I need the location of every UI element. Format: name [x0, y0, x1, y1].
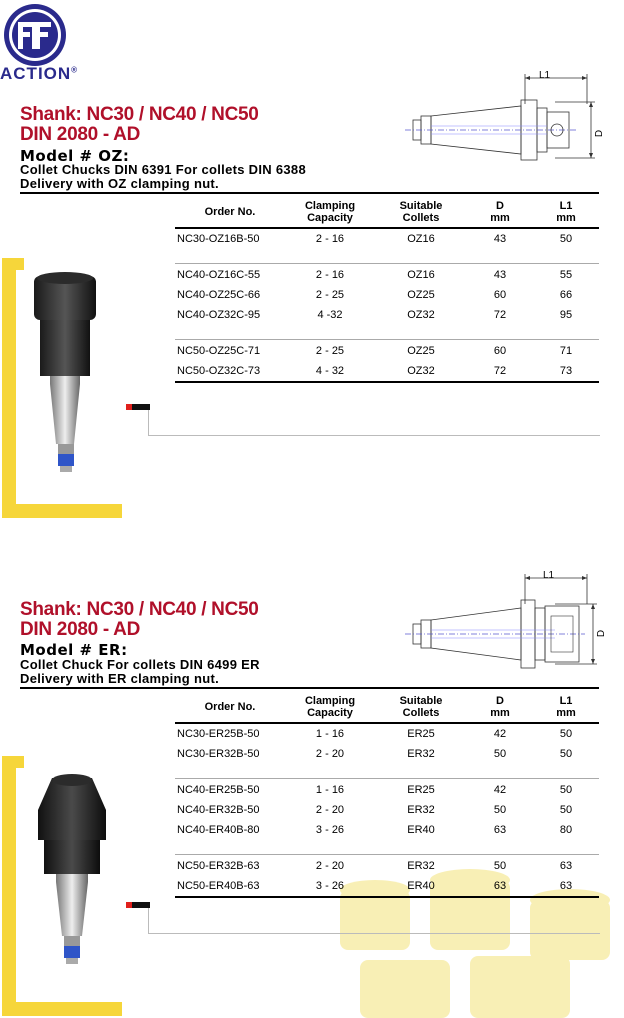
table-header-row	[175, 692, 599, 723]
clamping-capacity: 2 - 25	[315, 345, 345, 357]
suitable-collets: OZ32	[375, 361, 467, 382]
clamping-capacity: 3 - 26	[285, 876, 375, 897]
header-clamp-2: Capacity	[307, 212, 353, 224]
order-no: NC40-OZ16C-55	[177, 269, 261, 281]
logo-text: ACTION	[0, 64, 72, 83]
logo-wordmark	[0, 64, 78, 84]
header-l1-mm	[533, 692, 599, 723]
suitable-collets: ER32	[407, 860, 435, 872]
table-row	[175, 228, 599, 249]
table-row	[175, 744, 599, 764]
l1-mm: 80	[559, 824, 573, 836]
order-no: NC30-ER25B-50	[177, 728, 260, 740]
section1-model: Model # OZ:	[20, 147, 130, 165]
suitable-collets: OZ25	[407, 345, 435, 357]
suitable-collets: OZ16	[407, 269, 435, 281]
header-suitable-collets	[375, 692, 467, 723]
header-d-2: mm	[490, 707, 510, 719]
l1-mm: 50	[559, 728, 573, 740]
l1-mm: 50	[559, 784, 573, 796]
l1-mm: 73	[533, 361, 599, 382]
section1-desc-line1: Collet Chucks DIN 6391 For collets DIN 6388	[20, 162, 306, 177]
section1-leader-v	[148, 410, 149, 436]
l1-mm: 63	[533, 876, 599, 897]
clamping-capacity: 3 - 26	[315, 824, 345, 836]
section2-model: Model # ER:	[20, 641, 128, 659]
section1-product-photo	[28, 268, 112, 488]
section2-yellow-bracket-bottom	[2, 1002, 122, 1016]
l1-mm: 50	[559, 233, 573, 245]
d-mm: 50	[493, 748, 507, 760]
section2-title-line2: DIN 2080 - AD	[20, 619, 140, 640]
header-l1-mm	[533, 197, 599, 228]
section1-yellow-bracket-bottom	[2, 504, 122, 518]
d-mm: 42	[493, 784, 507, 796]
clamping-capacity: 2 - 20	[315, 860, 345, 872]
order-no: NC30-ER32B-50	[177, 748, 260, 760]
suitable-collets: ER40	[407, 824, 435, 836]
section2-title-rule	[20, 687, 599, 689]
header-d-mm	[467, 692, 533, 723]
header-clamping-capacity	[285, 197, 375, 228]
l1-mm: 50	[559, 804, 573, 816]
suitable-collets: ER32	[407, 748, 435, 760]
table-row	[175, 305, 599, 325]
section2-yellow-bracket-top	[2, 756, 24, 768]
section2-yellow-bracket	[2, 756, 16, 1014]
header-coll-2: Collets	[402, 212, 440, 224]
section1-title-line2: DIN 2080 - AD	[20, 124, 140, 145]
order-no: NC50-OZ32C-73	[175, 361, 285, 382]
section2-spec-table	[175, 692, 599, 898]
section2-desc-line1: Collet Chuck For collets DIN 6499 ER	[20, 657, 260, 672]
clamping-capacity: 1 - 16	[315, 784, 345, 796]
table-header-row	[175, 197, 599, 228]
section1-title-rule	[20, 192, 599, 194]
l1-mm: 71	[559, 345, 573, 357]
header-order-no: Order No.	[204, 701, 256, 713]
suitable-collets: OZ25	[407, 289, 435, 301]
header-coll-1: Suitable	[399, 695, 443, 707]
header-suitable-collets	[375, 197, 467, 228]
section2-title-line1: Shank: NC30 / NC40 / NC50	[20, 599, 259, 620]
order-no: NC40-OZ25C-66	[177, 289, 261, 301]
header-l1-2: mm	[556, 707, 576, 719]
header-l1-1: L1	[559, 695, 573, 707]
suitable-collets: ER40	[375, 876, 467, 897]
clamping-capacity: 2 - 25	[315, 289, 345, 301]
table-row	[175, 876, 599, 897]
clamping-capacity: 2 - 16	[315, 269, 345, 281]
order-no: NC50-OZ25C-71	[177, 345, 261, 357]
order-no: NC40-ER25B-50	[177, 784, 260, 796]
table-row	[175, 820, 599, 840]
order-no: NC40-ER40B-80	[177, 824, 260, 836]
l1-mm: 50	[559, 748, 573, 760]
table-row	[175, 285, 599, 305]
section1-title-line1: Shank: NC30 / NC40 / NC50	[20, 104, 259, 125]
table-row	[175, 265, 599, 285]
section2-leader-h	[148, 933, 600, 934]
d-mm: 43	[493, 233, 507, 245]
d-mm: 60	[493, 289, 507, 301]
l1-mm: 63	[559, 860, 573, 872]
header-clamping-capacity	[285, 692, 375, 723]
header-clamp-1: Clamping	[304, 695, 356, 707]
table-row	[175, 780, 599, 800]
section1-spec-table	[175, 197, 599, 383]
table-row	[175, 723, 599, 744]
header-coll-1: Suitable	[399, 200, 443, 212]
l1-mm: 95	[559, 309, 573, 321]
suitable-collets: ER32	[407, 804, 435, 816]
section2-technical-drawing	[405, 568, 615, 678]
table-row	[175, 361, 599, 382]
header-d-1: D	[496, 695, 504, 707]
registered-mark: ®	[71, 65, 79, 75]
d-mm: 72	[493, 309, 507, 321]
header-clamp-1: Clamping	[304, 200, 356, 212]
d-mm: 43	[493, 269, 507, 281]
clamping-capacity: 2 - 16	[315, 233, 345, 245]
clamping-capacity: 1 - 16	[315, 728, 345, 740]
d-mm: 72	[467, 361, 533, 382]
header-l1-2: mm	[556, 212, 576, 224]
section2-dim-l1: L1	[543, 570, 555, 581]
section2-desc-line2: Delivery with ER clamping nut.	[20, 671, 219, 686]
header-d-1: D	[496, 200, 504, 212]
table-row	[175, 800, 599, 820]
d-mm: 63	[493, 824, 507, 836]
d-mm: 50	[493, 860, 507, 872]
header-l1-1: L1	[559, 200, 573, 212]
clamping-capacity: 2 - 20	[315, 804, 345, 816]
suitable-collets: ER25	[407, 728, 435, 740]
section2-dim-d: D	[596, 629, 608, 638]
section2-product-photo	[30, 770, 120, 980]
section1-yellow-bracket	[2, 258, 16, 518]
d-mm: 50	[493, 804, 507, 816]
section1-leader-h	[148, 435, 600, 436]
header-clamp-2: Capacity	[307, 707, 353, 719]
table-row	[175, 856, 599, 876]
order-no: NC50-ER40B-63	[175, 876, 285, 897]
header-order-no: Order No.	[204, 206, 256, 218]
clamping-capacity: 4 - 32	[285, 361, 375, 382]
order-no: NC40-OZ32C-95	[177, 309, 261, 321]
l1-mm: 55	[559, 269, 573, 281]
header-coll-2: Collets	[402, 707, 440, 719]
header-d-mm	[467, 197, 533, 228]
order-no: NC50-ER32B-63	[177, 860, 260, 872]
section1-technical-drawing	[405, 68, 615, 168]
order-no: NC40-ER32B-50	[177, 804, 260, 816]
d-mm: 63	[467, 876, 533, 897]
table-row	[175, 341, 599, 361]
l1-mm: 66	[559, 289, 573, 301]
section2-leader-v	[148, 908, 149, 934]
section1-desc-line2: Delivery with OZ clamping nut.	[20, 176, 219, 191]
suitable-collets: OZ16	[407, 233, 435, 245]
d-mm: 60	[493, 345, 507, 357]
section1-dim-d: D	[594, 129, 606, 138]
suitable-collets: ER25	[407, 784, 435, 796]
d-mm: 42	[493, 728, 507, 740]
section1-yellow-bracket-top	[2, 258, 24, 270]
action-logo-icon	[2, 2, 68, 68]
section1-dim-l1: L1	[539, 70, 551, 81]
suitable-collets: OZ32	[407, 309, 435, 321]
clamping-capacity: 2 - 20	[315, 748, 345, 760]
clamping-capacity: 4 -32	[317, 309, 343, 321]
order-no: NC30-OZ16B-50	[177, 233, 260, 245]
header-d-2: mm	[490, 212, 510, 224]
